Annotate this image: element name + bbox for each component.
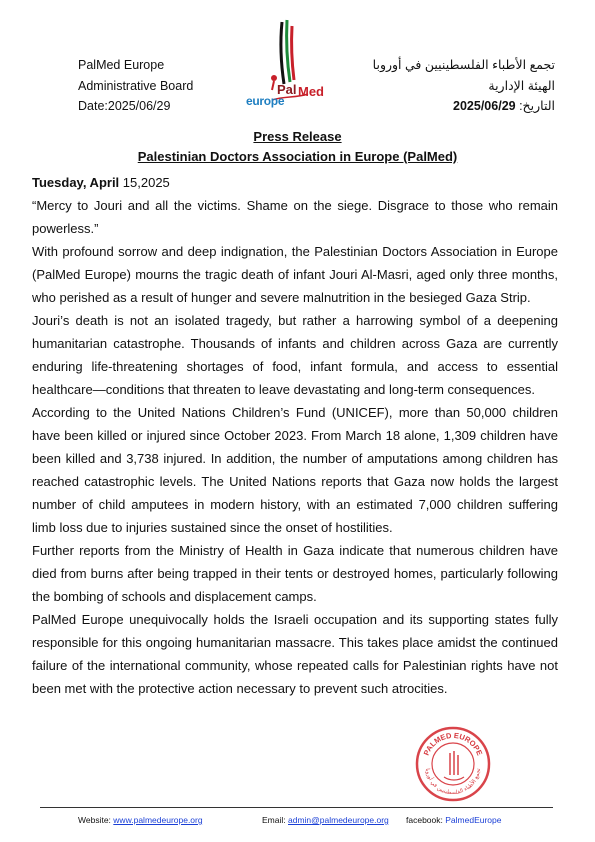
footer-divider xyxy=(40,807,553,808)
dateline-date: 15,2025 xyxy=(122,175,170,190)
board-name-ar: الهيئة الإدارية xyxy=(488,78,555,93)
document-titles xyxy=(0,128,595,168)
seal-stamp-icon xyxy=(414,725,492,803)
palmed-logo xyxy=(244,14,326,110)
seal-text-bottom: تجمع الأطباء الفلسطينيين في أوروبا xyxy=(424,768,482,797)
logo-text-med: Med xyxy=(298,84,324,99)
date-en: Date:2025/06/29 xyxy=(78,99,171,113)
header-right xyxy=(373,55,555,117)
header-left xyxy=(78,55,193,117)
official-seal xyxy=(414,725,492,803)
org-name-ar: تجمع الأطباء الفلسطينيين في أوروبا xyxy=(372,58,555,72)
dateline xyxy=(32,174,170,192)
paragraph-catastrophe: Jouri’s death is not an isolated tragedy, but rather a harrowing symbol of a deepening humanitarian catastrophe. Thousands of infants and children across Gaza are currently enduring life-threatening shortages of food, infant formula, and access to essential healthcare—conditions that threaten to leave devastating and long-term consequences. xyxy=(32,313,558,397)
association-title: Palestinian Doctors Association in Europe (PalMed) xyxy=(137,149,458,164)
paragraph-unicef: According to the United Nations Children’s Fund (UNICEF), more than 50,000 children have been killed or injured since October 2023. From March 18 alone, 1,309 children have been killed and 3,738 injured. In addition, the number of amputations among children has reached catastrophic levels. The United Nations reports that Gaza now holds the largest number of child amputees in modern history, with an estimated 7,000 children suffering limb loss due to injuries sustained since the onset of hostilities. xyxy=(32,405,558,535)
paragraph-quote: “Mercy to Jouri and all the victims. Shame on the siege. Disgrace to those who remain powerless.” xyxy=(32,198,558,236)
dateline-day: Tuesday, April xyxy=(32,175,120,190)
footer-email xyxy=(262,814,389,826)
facebook-link[interactable]: PalmedEurope xyxy=(445,815,502,825)
date-ar-label: التاريخ: xyxy=(519,99,555,113)
press-release-body xyxy=(32,194,558,700)
paragraph-ministry: Further reports from the Ministry of Health in Gaza indicate that numerous children have died from burns after being trapped in their tents or destroyed homes, particularly following the bombing of schools and displacement camps. xyxy=(32,543,558,604)
email-link[interactable]: admin@palmedeurope.org xyxy=(288,815,389,825)
logo-text-europe: europe xyxy=(246,94,285,108)
date-ar-value: 2025/06/29 xyxy=(453,99,516,113)
footer-website xyxy=(78,814,203,826)
org-name-en: PalMed Europe xyxy=(78,58,165,72)
footer-website-label: Website: xyxy=(78,815,111,825)
press-release-title: Press Release xyxy=(253,129,342,144)
paragraph-intro: With profound sorrow and deep indignation, the Palestinian Doctors Association in Europe (PalMed Europe) mourns the tragic death of infant Jouri Al-Masri, aged only three months, who perished as a result of hunger and severe malnutrition in the besieged Gaza Strip. xyxy=(32,244,558,305)
footer-facebook-label: facebook: xyxy=(406,815,443,825)
paragraph-responsibility: PalMed Europe unequivocally holds the Israeli occupation and its supporting states fully responsible for this ongoing humanitarian massacre. This takes place amidst the continued failure of the international community, whose repeated calls for Palestinian rights have not been met with the protective action necessary to prevent such atrocities. xyxy=(32,612,558,696)
website-link[interactable]: www.palmedeurope.org xyxy=(113,815,203,825)
date-ar xyxy=(373,96,555,117)
board-name-en: Administrative Board xyxy=(78,78,194,93)
seal-text-top: PALMED EUROPE xyxy=(421,730,485,757)
footer-email-label: Email: xyxy=(262,815,286,825)
svg-text:تجمع الأطباء الفلسطينيين في أو xyxy=(424,768,482,796)
footer-facebook xyxy=(406,814,501,826)
logo-text-pal: Pal xyxy=(277,82,297,97)
